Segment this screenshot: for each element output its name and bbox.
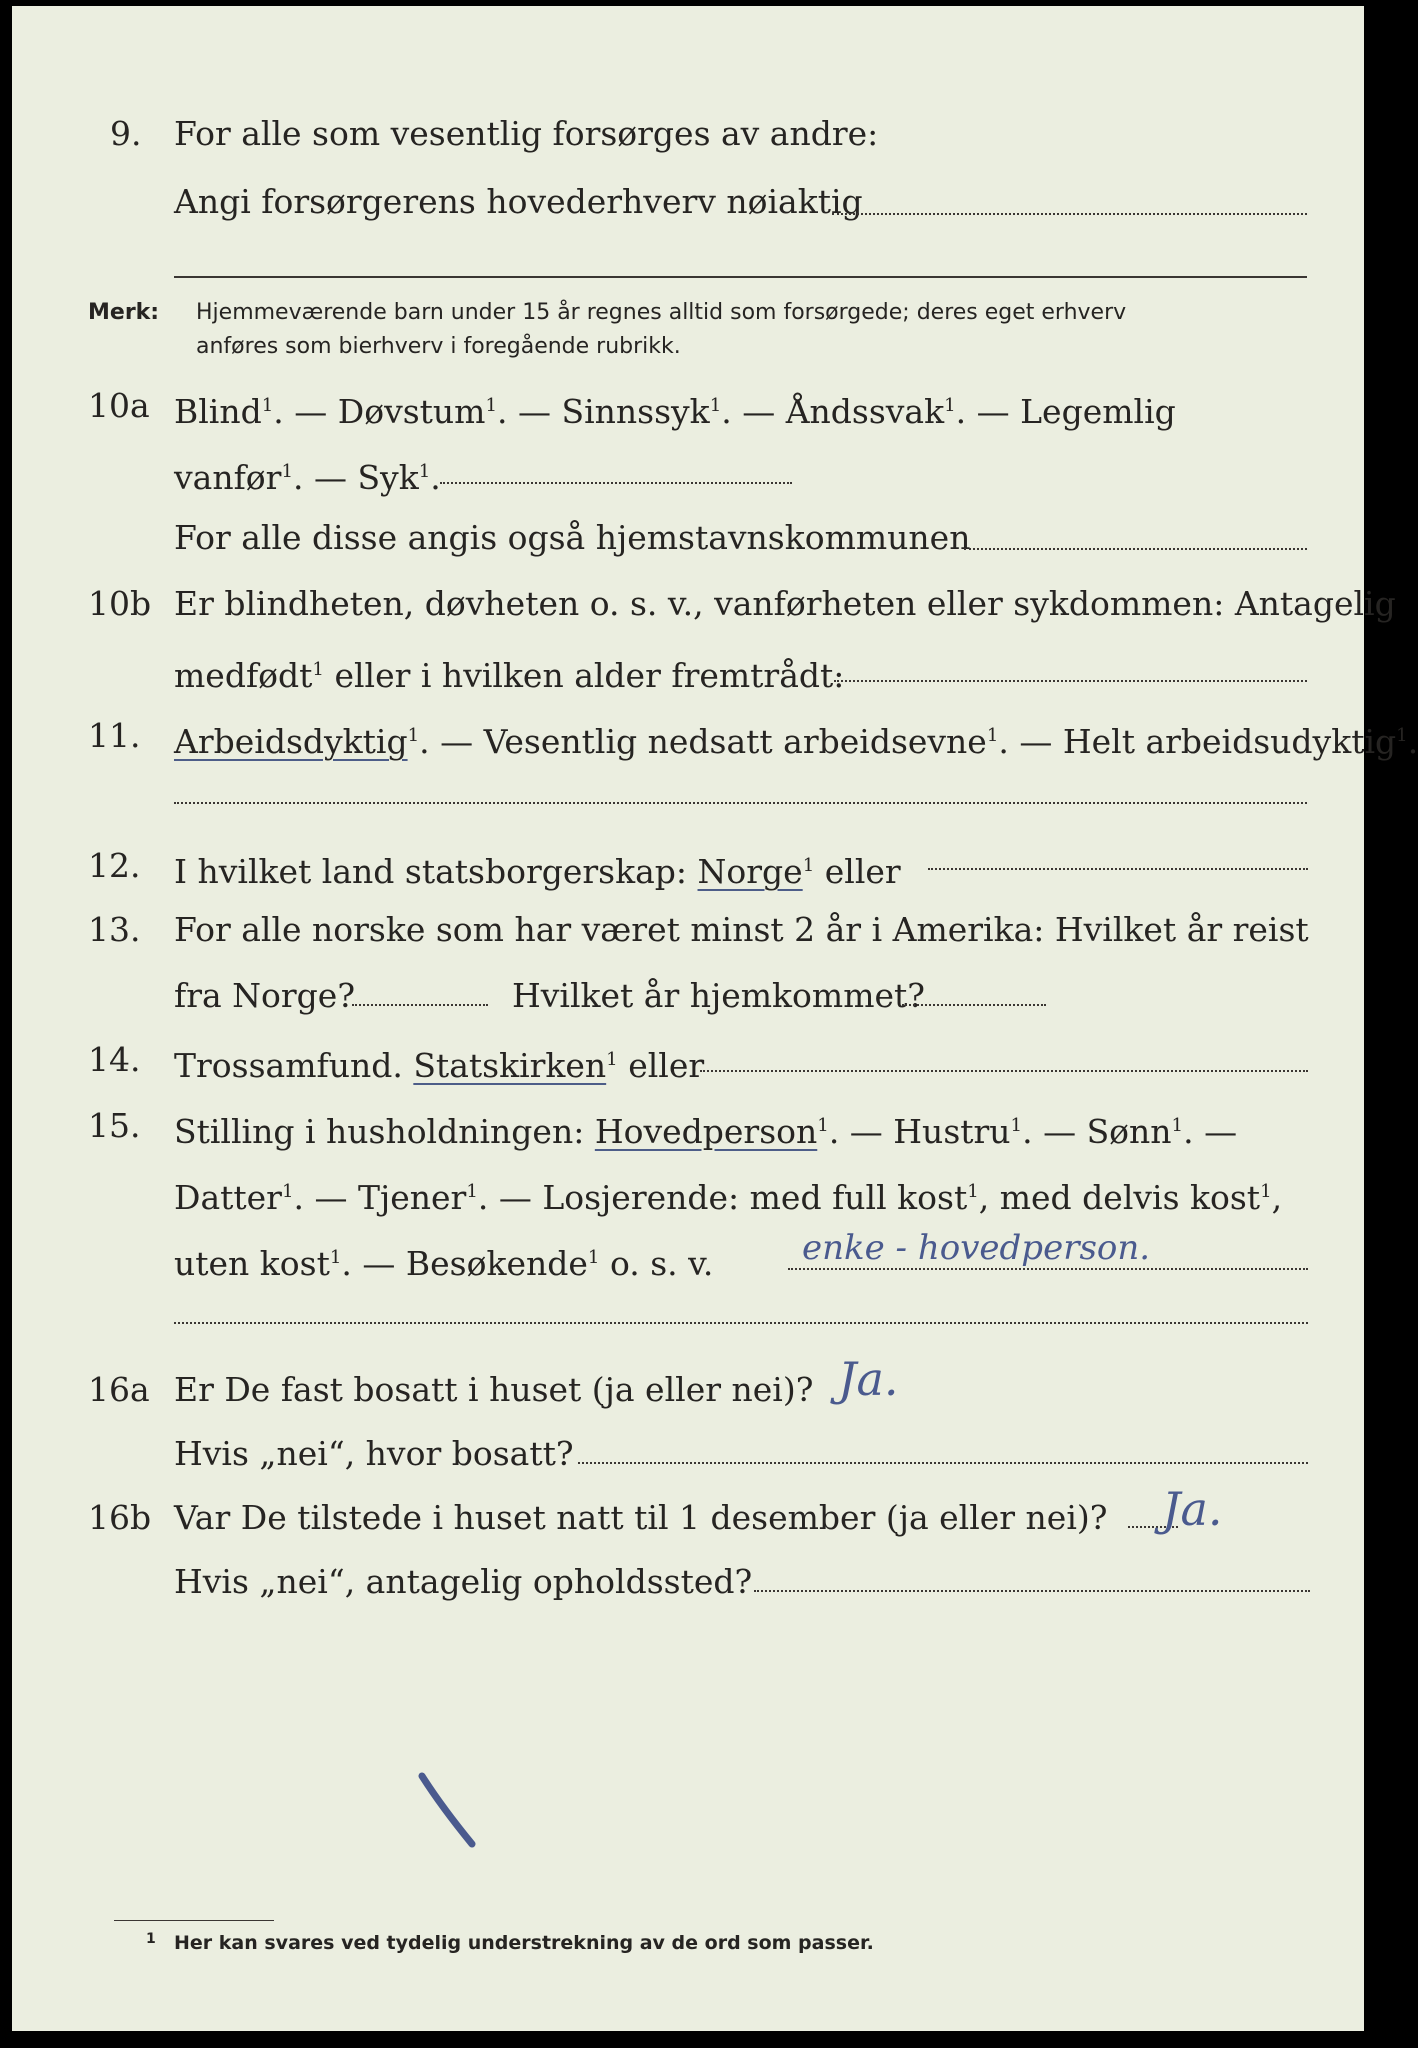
q10b-line2: medfødt$^1$ eller i hvilken alder fremtrådt: — [174, 656, 845, 695]
q16b-handwritten-answer: Ja. — [1162, 1482, 1223, 1536]
q16a-line1: Er De fast bosatt i huset (ja eller nei)? — [174, 1370, 814, 1409]
q16a-number: 16a — [88, 1370, 150, 1409]
q10a-municipality-line — [964, 548, 1307, 550]
census-form-page — [12, 6, 1418, 2031]
q12-answer-line — [928, 868, 1308, 870]
footnote-mark: 1 — [146, 1931, 156, 1947]
q9-line2: Angi forsørgerens hovederhverv nøiaktig — [174, 182, 863, 221]
q12-number: 12. — [88, 846, 141, 885]
merk-label: Merk: — [88, 300, 160, 325]
q16b-number: 16b — [88, 1498, 152, 1537]
q10b-number: 10b — [88, 584, 152, 623]
q11-number: 11. — [88, 716, 141, 755]
pen-stroke-mark — [416, 1770, 480, 1850]
q13-reist-line — [352, 1004, 488, 1006]
q9-rule — [174, 276, 1307, 278]
q14-line: Trossamfund. Statskirken$^1$ eller — [174, 1046, 705, 1085]
q13-number: 13. — [88, 910, 141, 949]
q11-answer-line — [174, 802, 1307, 804]
q10b-answer-line — [834, 680, 1307, 682]
q16b-line1: Var De tilstede i huset natt til 1 desember (ja eller nei)? — [174, 1498, 1108, 1537]
footnote-text: Her kan svares ved tydelig understrekning av de ord som passer. — [174, 1932, 874, 1954]
q10a-sick-answer-line — [440, 482, 792, 484]
q10a-line3: For alle disse angis også hjemstavnskommunen — [174, 518, 971, 557]
merk-line1: Hjemmeværende barn under 15 år regnes alltid som forsørgede; deres eget erhverv — [196, 300, 1127, 325]
q15-line2: Datter$^1$. — Tjener$^1$. — Losjerende: med full kost$^1$, med delvis kost$^1$, — [174, 1178, 1283, 1217]
q16a-line2: Hvis „nei“, hvor bosatt? — [174, 1434, 574, 1473]
q16b-place-line — [754, 1590, 1310, 1592]
q16a-answer-line — [578, 1462, 1308, 1464]
q12-line: I hvilket land statsborgerskap: Norge$^1$ eller — [174, 852, 901, 891]
q15-line3: uten kost$^1$. — Besøkende$^1$ o. s. v. — [174, 1244, 714, 1283]
q14-number: 14. — [88, 1040, 141, 1079]
q10a-number: 10a — [88, 386, 150, 425]
q13-line1: For alle norske som har været minst 2 år i Amerika: Hvilket år reist — [174, 910, 1309, 949]
q13-line2b: Hvilket år hjemkommet? — [512, 976, 925, 1015]
q9-line1: For alle som vesentlig forsørges av andre: — [174, 114, 879, 153]
q10b-line1: Er blindheten, døvheten o. s. v., vanførheten eller sykdommen: Antagelig — [174, 584, 1396, 623]
q15-line1: Stilling i husholdningen: Hovedperson$^1$. — Hustru$^1$. — Sønn$^1$. — — [174, 1112, 1238, 1151]
q13-line2a: fra Norge? — [174, 976, 356, 1015]
q9-number: 9. — [110, 114, 142, 153]
q16b-line2: Hvis „nei“, antagelig opholdssted? — [174, 1562, 753, 1601]
q15-extra-line — [174, 1322, 1308, 1324]
merk-line2: anføres som bierhverv i foregående rubrikk. — [196, 334, 681, 359]
q10a-line1: Blind$^1$. — Døvstum$^1$. — Sinnssyk$^1$. — Åndssvak$^1$. — Legemlig — [174, 392, 1176, 431]
q9-answer-line — [832, 213, 1307, 215]
q11-line1: Arbeidsdyktig$^1$. — Vesentlig nedsatt arbeidsevne$^1$. — Helt arbeidsudyktig$^1$. — [174, 722, 1418, 761]
q10a-line2: vanfør$^1$. — Syk$^1$. — [174, 458, 441, 497]
q15-number: 15. — [88, 1106, 141, 1145]
q15-answer-line — [788, 1268, 1308, 1270]
q13-hjemkommet-line — [902, 1004, 1046, 1006]
footnote-rule — [114, 1920, 274, 1921]
q14-answer-line — [700, 1070, 1308, 1072]
q16a-handwritten-answer: Ja. — [838, 1352, 899, 1406]
q15-handwritten-answer: enke - hovedperson. — [802, 1228, 1151, 1268]
